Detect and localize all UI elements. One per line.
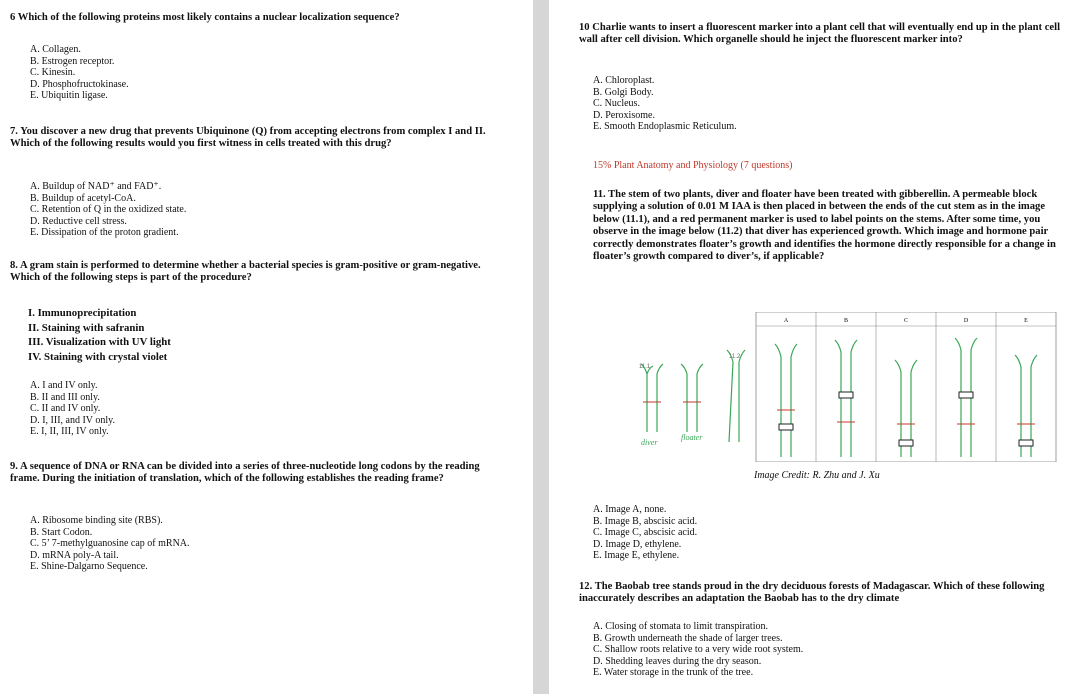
step: II. Staining with safranin (28, 321, 145, 334)
option: B. Golgi Body. (593, 86, 654, 98)
option: D. Image D, ethylene. (593, 538, 682, 550)
image-credit: Image Credit: R. Zhu and J. Xu (754, 470, 880, 481)
label-11-2: 11.2 (729, 354, 741, 360)
plant-11-2 (727, 350, 745, 442)
column-a: A (783, 318, 789, 324)
option: E. I, II, III, IV only. (30, 426, 109, 438)
option: D. Peroxisome. (593, 109, 655, 121)
question-8-text: 8. A gram stain is performed to determine whether a bacterial species is gram-positive or gram-negative. Which of the following steps is part of the procedure? (10, 260, 481, 284)
option: E. Ubiquitin ligase. (30, 90, 108, 102)
question-11-figure (629, 312, 1059, 462)
iaa-blocks (779, 392, 1033, 446)
right-page (549, 0, 1080, 694)
option: B. Growth underneath the shade of larger trees. (593, 632, 783, 644)
step: I. Immunoprecipitation (28, 307, 137, 319)
option: D. Reductive cell stress. (30, 215, 127, 227)
question-10-text: 10 Charlie wants to insert a fluorescent marker into a plant cell that will eventually end up in the plant cell wall after cell division. Which organelle should he inject the fluorescent marker into? (579, 22, 1061, 46)
option: A. Buildup of NAD⁺ and FAD⁺. (30, 181, 162, 192)
question-9-text: 9. A sequence of DNA or RNA can be divided into a series of three-nucleotide long codons by the reading frame. During the initiation of translation, which of the following establishes the reading frame? (10, 461, 480, 485)
question-10-options (593, 75, 737, 133)
option: B. Buildup of acetyl-CoA. (30, 192, 136, 204)
image-a-plant (775, 344, 797, 457)
option: C. Shallow roots relative to a very wide root system. (593, 644, 804, 656)
question-11-options (593, 504, 697, 562)
left-page (0, 0, 533, 694)
option: B. Image B, abscisic acid. (593, 515, 698, 527)
question-6-text: 6 Which of the following proteins most likely contains a nuclear localization sequence? (10, 12, 400, 23)
option: A. I and IV only. (30, 380, 98, 391)
option: A. Image A, none. (593, 504, 667, 515)
diver-label: diver (641, 438, 658, 447)
floater-plant-initial (681, 364, 703, 432)
step: III. Visualization with UV light (28, 336, 171, 349)
option: D. Shedding leaves during the dry season. (593, 655, 762, 667)
label-11-1: 11.1 (639, 364, 651, 370)
floater-label: floater (681, 433, 703, 442)
option: E. Water storage in the trunk of the tree. (593, 667, 754, 679)
option: A. Chloroplast. (593, 75, 655, 86)
option: B. II and III only. (30, 391, 100, 403)
option: D. I, III, and IV only. (30, 414, 115, 426)
question-7-text: 7. You discover a new drug that prevents Ubiquinone (Q) from accepting electrons from complex I and II. Which of the following results would you first witness in cells treated with this drug? (10, 126, 486, 150)
option: A. Collagen. (30, 44, 81, 55)
option: E. Dissipation of the proton gradient. (30, 227, 179, 239)
question-12-options (593, 621, 803, 679)
option: C. II and IV only. (30, 403, 101, 415)
question-6-options (30, 44, 129, 102)
option: B. Start Codon. (30, 526, 93, 538)
question-8-steps (28, 306, 171, 364)
step: IV. Staining with crystal violet (28, 350, 168, 363)
section-heading: 15% Plant Anatomy and Physiology (7 questions) (593, 160, 793, 171)
question-9-options (30, 515, 190, 573)
question-12-text: 12. The Baobab tree stands proud in the dry deciduous forests of Madagascar. Which of these following inaccurately describes an adaptation the Baobab has to the dry climate (579, 581, 1045, 605)
option: D. mRNA poly-A tail. (30, 549, 119, 561)
option: E. Shine-Dalgarno Sequence. (30, 561, 148, 573)
option: C. Image C, abscisic acid. (593, 527, 698, 539)
diver-plant-initial (641, 364, 663, 432)
option: E. Smooth Endoplasmic Reticulum. (593, 121, 737, 133)
column-d: D (963, 318, 969, 324)
option: C. Nucleus. (593, 98, 640, 110)
option: E. Image E, ethylene. (593, 550, 680, 562)
question-11-text: 11. The stem of two plants, diver and floater have been treated with gibberellin. A permeable block supplying a solution of 0.01 M IAA is then placed in between the ends of the cut stem as in the image below (11.1), and a red permanent marker is used to label points on the stems. After some time, you observe in the image below (11.2) that diver has experienced growth. Which image and hormone pair correctly demonstrates floater’s growth and identifies the hormone directly responsible for a change in floater’s growth compared to diver’s, if applicable? (593, 189, 1056, 263)
column-c: C (903, 318, 909, 324)
question-8-options (30, 380, 115, 438)
option: C. 5’ 7-methylguanosine cap of mRNA. (30, 538, 190, 550)
column-e: E (1024, 318, 1028, 324)
option: C. Kinesin. (30, 67, 76, 79)
option: D. Phosphofructokinase. (30, 78, 129, 90)
option: A. Ribosome binding site (RBS). (30, 515, 163, 526)
column-b: B (843, 318, 849, 324)
page-gutter (533, 0, 549, 694)
option: B. Estrogen receptor. (30, 55, 115, 67)
option: C. Retention of Q in the oxidized state. (30, 204, 187, 216)
question-7-options (30, 181, 186, 239)
option: A. Closing of stomata to limit transpiration. (593, 621, 768, 632)
